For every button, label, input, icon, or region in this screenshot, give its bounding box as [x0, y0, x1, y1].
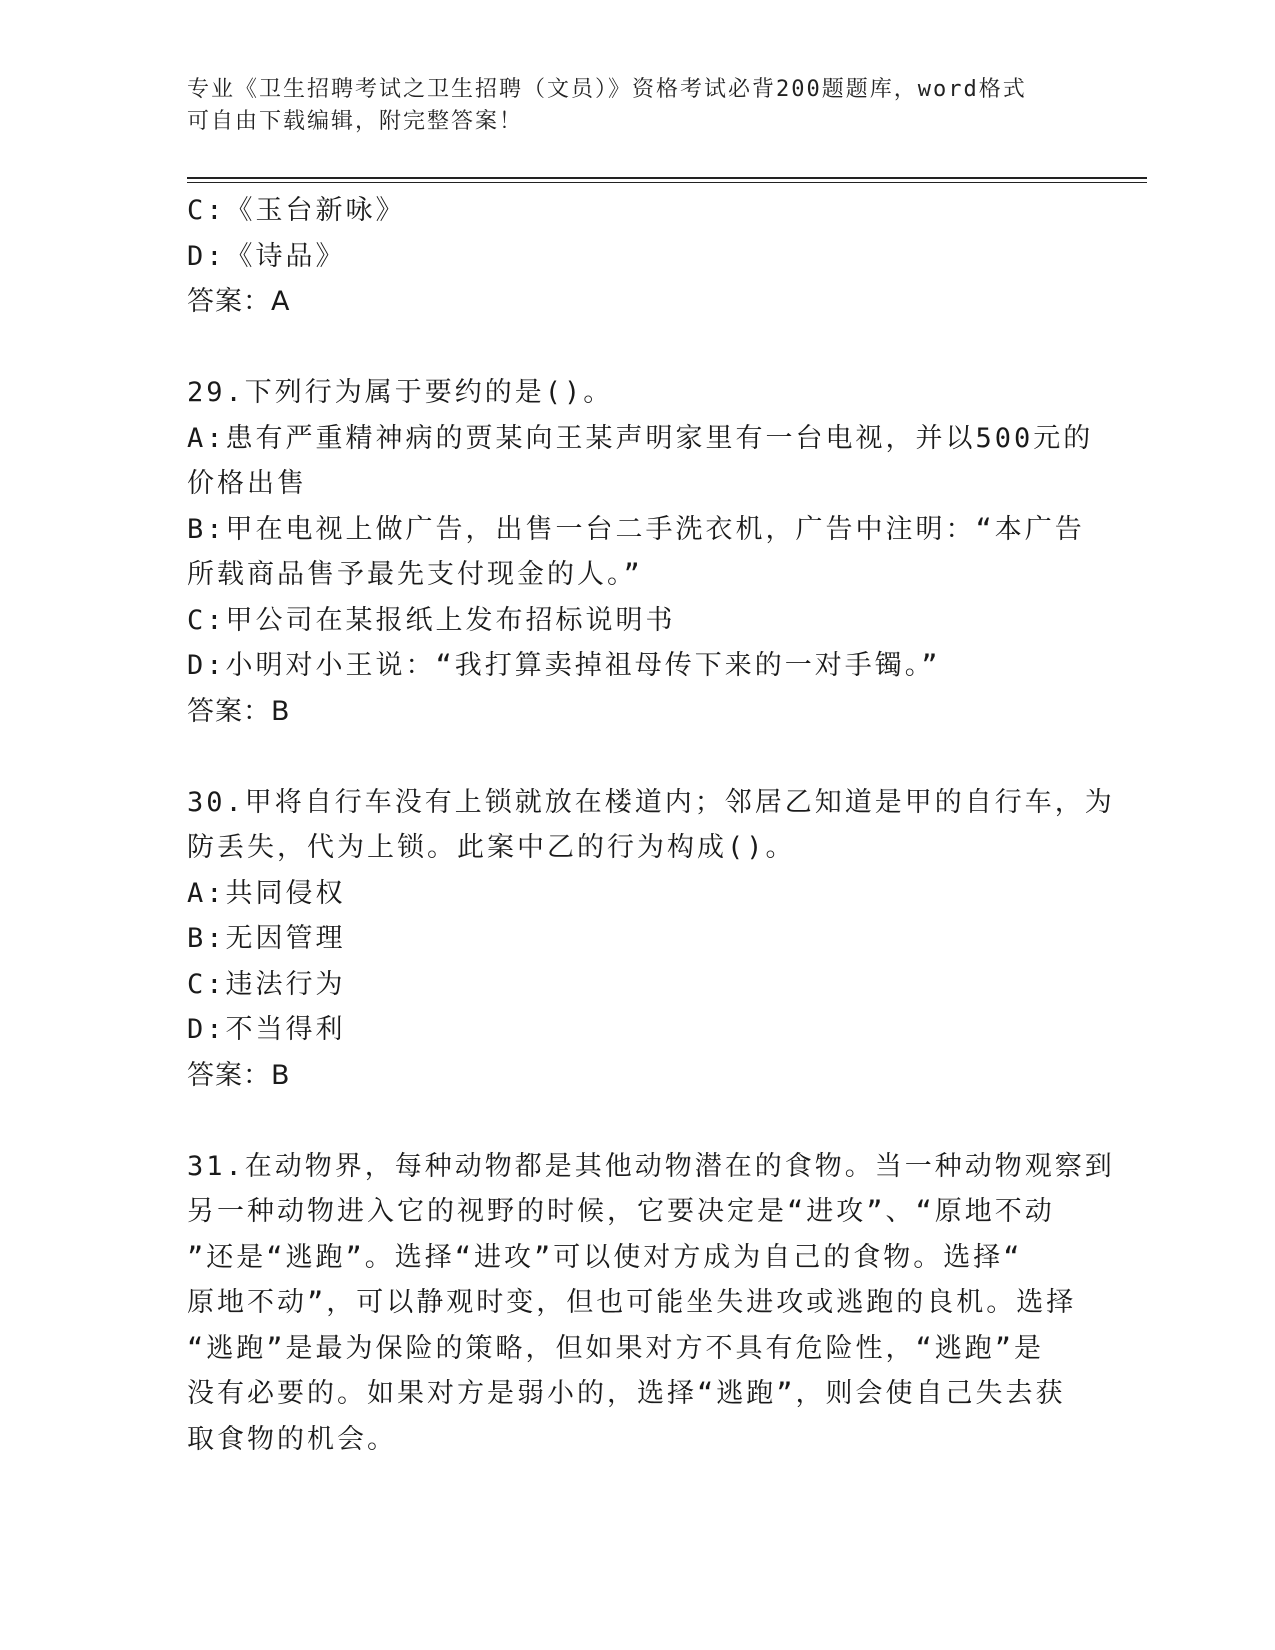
- answer-label: 答案：A: [187, 286, 291, 317]
- option-d: D:《诗品》: [187, 240, 346, 272]
- question-stem-line-1: 31.在动物界，每种动物都是其他动物潜在的食物。当一种动物观察到: [187, 1150, 1115, 1182]
- option-b-line-2: 所载商品售予最先支付现金的人。”: [187, 559, 643, 590]
- question-30: [187, 780, 1115, 1099]
- answer-label: 答案：B: [187, 695, 291, 727]
- option-a-line-1: A:患有严重精神病的贾某向王某声明家里有一台电视，并以500元的: [187, 422, 1094, 454]
- option-c: C:《玉台新咏》: [187, 195, 406, 226]
- question-31: [187, 1144, 1115, 1463]
- question-stem-line-7: 取食物的机会。: [187, 1423, 397, 1455]
- page-header: [187, 74, 1087, 138]
- question-stem-line-3: ”还是“逃跑”。选择“进攻”可以使对方成为自己的食物。选择“: [187, 1241, 1023, 1273]
- option-b: B:无因管理: [187, 923, 346, 954]
- question-stem-line-5: “逃跑”是最为保险的策略，但如果对方不具有危险性，“逃跑”是: [187, 1332, 1045, 1364]
- option-d: D:不当得利: [187, 1014, 346, 1045]
- header-divider-thick: [187, 177, 1147, 179]
- option-c: C:违法行为: [187, 968, 346, 1000]
- header-line-1: 专业《卫生招聘考试之卫生招聘（文员）》资格考试必背200题题库，word格式: [187, 77, 1027, 102]
- question-stem-line-2: 防丢失，代为上锁。此案中乙的行为构成()。: [187, 832, 796, 863]
- header-line-2: 可自由下载编辑，附完整答案！: [187, 109, 524, 134]
- option-b-line-1: B:甲在电视上做广告，出售一台二手洗衣机，广告中注明：“本广告: [187, 513, 1085, 545]
- question-stem-line-1: 30.甲将自行车没有上锁就放在楼道内；邻居乙知道是甲的自行车，为: [187, 786, 1115, 818]
- question-stem-line-2: 另一种动物进入它的视野的时候，它要决定是“进攻”、“原地不动: [187, 1196, 1055, 1227]
- option-d: D:小明对小王说：“我打算卖掉祖母传下来的一对手镯。”: [187, 650, 941, 681]
- spacer: [187, 325, 1067, 371]
- question-stem-line-6: 没有必要的。如果对方是弱小的，选择“逃跑”，则会使自己失去获: [187, 1378, 1066, 1409]
- option-c: C:甲公司在某报纸上发布招标说明书: [187, 604, 676, 636]
- question-stem: 29.下列行为属于要约的是()。: [187, 377, 614, 408]
- option-a-line-2: 价格出售: [187, 468, 307, 499]
- option-a: A:共同侵权: [187, 877, 346, 909]
- question-28-tail: [187, 188, 1067, 325]
- question-content: [187, 188, 1115, 1462]
- question-29: [187, 370, 1094, 734]
- question-stem-line-4: 原地不动”，可以静观时变，但也可能坐失进攻或逃跑的良机。选择: [187, 1287, 1077, 1318]
- spacer: [187, 734, 1067, 780]
- spacer: [187, 1098, 1067, 1144]
- header-divider-thin: [187, 182, 1147, 183]
- answer-label: 答案：B: [187, 1059, 291, 1091]
